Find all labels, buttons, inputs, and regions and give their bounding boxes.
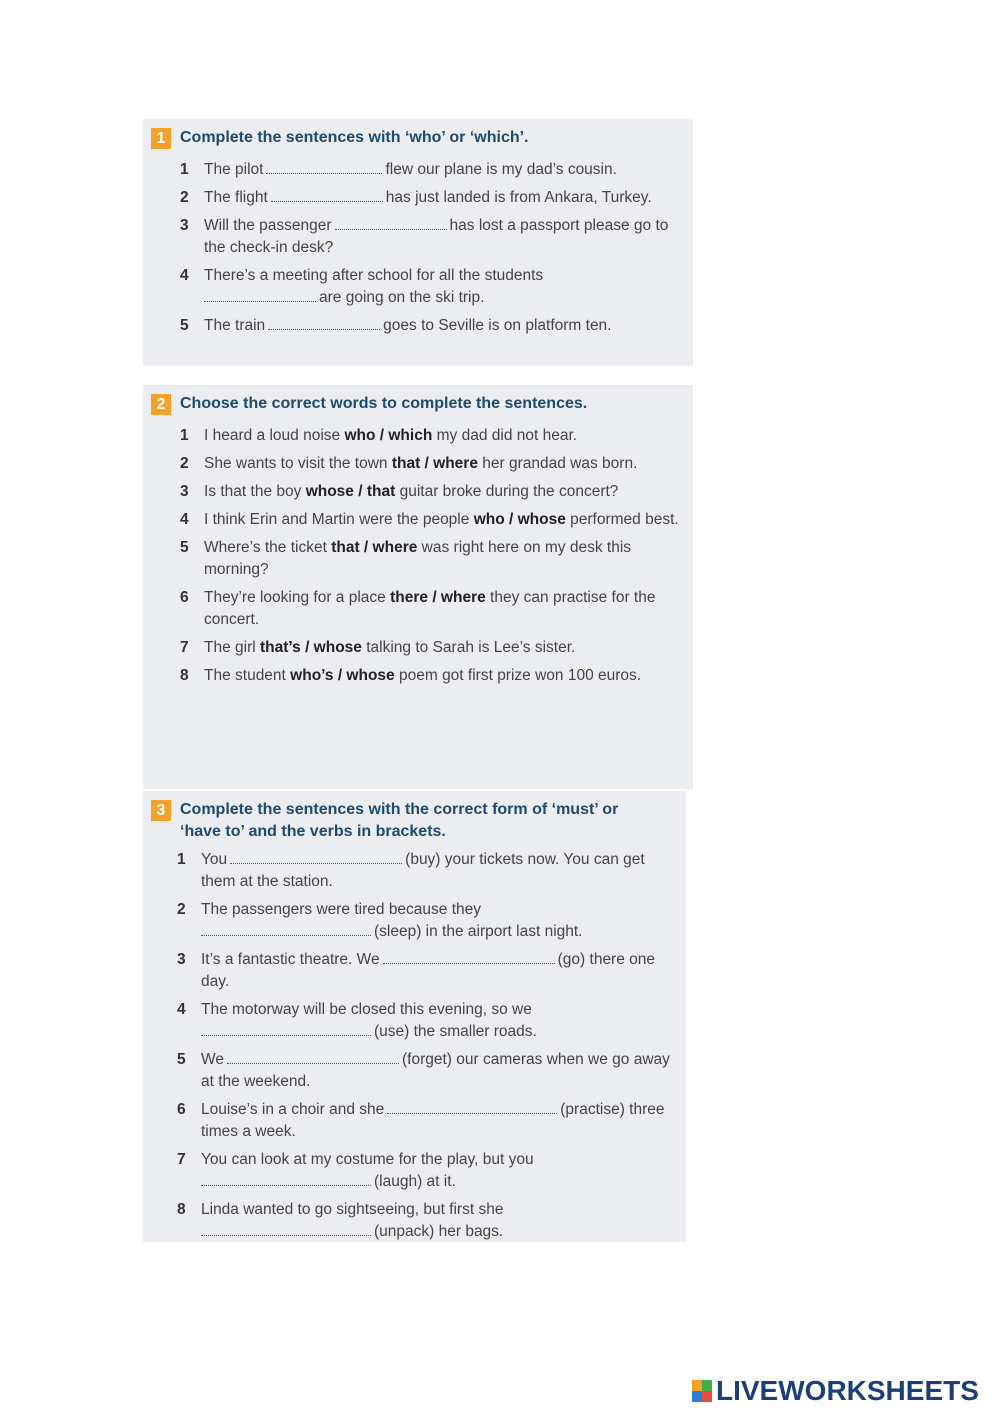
list-item: 4 I think Erin and Martin were the people who / whose performed best. (180, 511, 679, 528)
list-item: 2 The flight has just landed is from Ankara, Turkey. (180, 189, 652, 206)
answer-blank[interactable] (387, 1099, 557, 1114)
word-choice[interactable]: who / whose (473, 511, 566, 528)
answer-blank[interactable] (201, 921, 371, 936)
exercise-1-items (180, 159, 683, 337)
exercise-3-title: Complete the sentences with the correct form of ‘must’ or ‘have to’ and the verbs in brackets. (180, 801, 619, 840)
list-item: 5 Where’s the ticket that / where was right here on my desk this morning? (180, 539, 632, 578)
answer-blank[interactable] (271, 187, 383, 202)
list-item: 7 You can look at my costume for the play, but you (laugh) at it. (177, 1151, 534, 1190)
word-choice[interactable]: that / where (391, 455, 478, 472)
list-item: 3 It’s a fantastic theatre. We (go) there one day. (177, 951, 656, 990)
brand-name: LIVEWORKSHEETS (716, 1375, 979, 1406)
answer-blank[interactable] (268, 315, 380, 330)
exercise-3-panel (143, 791, 686, 1242)
exercise-3-header (151, 800, 660, 843)
exercise-2-title: Choose the correct words to complete the sentences. (180, 395, 588, 412)
exercise-1-number: 1 (151, 128, 171, 149)
answer-blank[interactable] (383, 949, 555, 964)
word-choice[interactable]: who’s / whose (290, 667, 395, 684)
exercise-3-number: 3 (151, 800, 171, 821)
answer-blank[interactable] (204, 287, 316, 302)
exercise-1-title: Complete the sentences with ‘who’ or ‘which’. (180, 129, 529, 146)
answer-blank[interactable] (335, 215, 447, 230)
answer-blank[interactable] (201, 1171, 371, 1186)
exercise-1-panel (143, 119, 693, 366)
exercise-2-header (151, 394, 587, 415)
list-item: 1 The pilot flew our plane is my dad’s cousin. (180, 161, 617, 178)
answer-blank[interactable] (227, 1049, 399, 1064)
exercise-2-panel (143, 385, 693, 789)
liveworksheets-logo (692, 1376, 979, 1406)
list-item: 3 Will the passenger has lost a passport please go to the check-in desk? (180, 217, 669, 256)
list-item: 6 Louise’s in a choir and she (practise) three times a week. (177, 1101, 665, 1140)
exercise-3-items (177, 849, 676, 1243)
list-item: 8 Linda wanted to go sightseeing, but first she (unpack) her bags. (177, 1201, 504, 1240)
list-item: 3 Is that the boy whose / that guitar broke during the concert? (180, 483, 619, 500)
list-item: 1 I heard a loud noise who / which my dad did not hear. (180, 427, 578, 444)
exercise-1-header (151, 128, 529, 149)
list-item: 2 The passengers were tired because they (sleep) in the airport last night. (177, 901, 583, 940)
answer-blank[interactable] (266, 159, 382, 174)
list-item: 5 We (forget) our cameras when we go away at the weekend. (177, 1051, 670, 1090)
word-choice[interactable]: that’s / whose (260, 639, 362, 656)
list-item: 1 You (buy) your tickets now. You can get them at the station. (177, 851, 645, 890)
exercise-2-items (180, 425, 683, 687)
list-item: 4 The motorway will be closed this evening, so we (use) the smaller roads. (177, 1001, 537, 1040)
list-item: 2 She wants to visit the town that / where her grandad was born. (180, 455, 638, 472)
answer-blank[interactable] (230, 849, 402, 864)
list-item: 6 They’re looking for a place there / where they can practise for the concert. (180, 589, 656, 628)
word-choice[interactable]: that / where (331, 539, 418, 556)
liveworksheets-icon (692, 1380, 712, 1402)
list-item: 8 The student who’s / whose poem got first prize won 100 euros. (180, 667, 642, 684)
list-item: 4 There’s a meeting after school for all the students are going on the ski trip. (180, 267, 544, 306)
list-item: 5 The train goes to Seville is on platform ten. (180, 317, 612, 334)
word-choice[interactable]: whose / that (305, 483, 396, 500)
answer-blank[interactable] (201, 1021, 371, 1036)
answer-blank[interactable] (201, 1221, 371, 1236)
list-item: 7 The girl that’s / whose talking to Sarah is Lee’s sister. (180, 639, 576, 656)
word-choice[interactable]: there / where (390, 589, 486, 606)
word-choice[interactable]: who / which (344, 427, 433, 444)
exercise-2-number: 2 (151, 394, 171, 415)
